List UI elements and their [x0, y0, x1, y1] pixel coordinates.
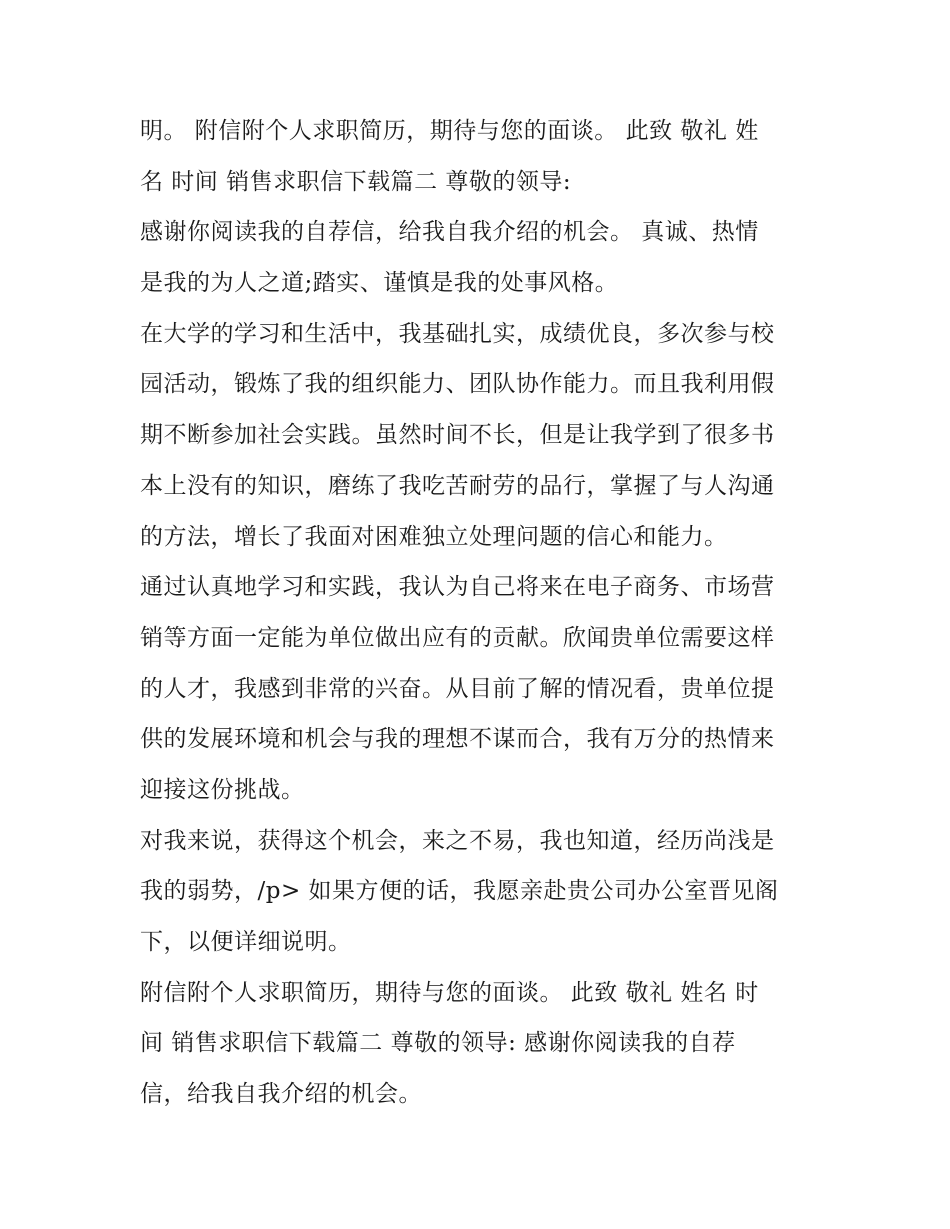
text-line: 园活动，锻炼了我的组织能力、团队协作能力。而且我利用假 — [140, 371, 775, 398]
text-line: 期不断参加社会实践。虽然时间不长，但是让我学到了很多书 — [140, 422, 775, 449]
text-line: 下，以便详细说明。 — [140, 929, 352, 955]
text-line: 的人才，我感到非常的兴奋。从目前了解的情况看，贵单位提 — [140, 675, 775, 702]
text-line: 间 销售求职信下载篇二 尊敬的领导: 感谢你阅读我的自荐 — [140, 1030, 736, 1057]
text-line: 名 时间 销售求职信下载篇二 尊敬的领导: — [140, 168, 572, 195]
text-line: 迎接这份挑战。 — [140, 776, 305, 803]
text-line: 对我来说，获得这个机会，来之不易，我也知道，经历尚浅是 — [140, 827, 775, 854]
text-line: 附信附个人求职简历，期待与您的面谈。 此致 敬礼 姓名 时 — [140, 979, 759, 1006]
text-line: 本上没有的知识，磨练了我吃苦耐劳的品行，掌握了与人沟通 — [140, 472, 775, 499]
text-line: 信，给我自我介绍的机会。 — [140, 1081, 422, 1108]
text-line: 是我的为人之道;踏实、谨慎是我的处事风格。 — [140, 270, 619, 297]
text-line: 在大学的学习和生活中，我基础扎实，成绩优良，多次参与校 — [140, 320, 775, 347]
text-line: 感谢你阅读我的自荐信，给我自我介绍的机会。 真诚、热情 — [140, 219, 759, 246]
text-line: 销等方面一定能为单位做出应有的贡献。欣闻贵单位需要这样 — [140, 624, 775, 651]
body-text — [140, 106, 820, 1120]
text-line: 明。 附信附个人求职简历，期待与您的面谈。 此致 敬礼 姓 — [140, 118, 759, 144]
text-line: 通过认真地学习和实践，我认为自己将来在电子商务、市场营 — [140, 574, 775, 601]
text-line: 的方法，增长了我面对困难独立处理问题的信心和能力。 — [140, 523, 728, 550]
text-line: 供的发展环境和机会与我的理想不谋而合，我有万分的热情来 — [140, 726, 775, 753]
text-line: 我的弱势，/p> 如果方便的话，我愿亲赴贵公司办公室晋见阁 — [140, 878, 779, 905]
